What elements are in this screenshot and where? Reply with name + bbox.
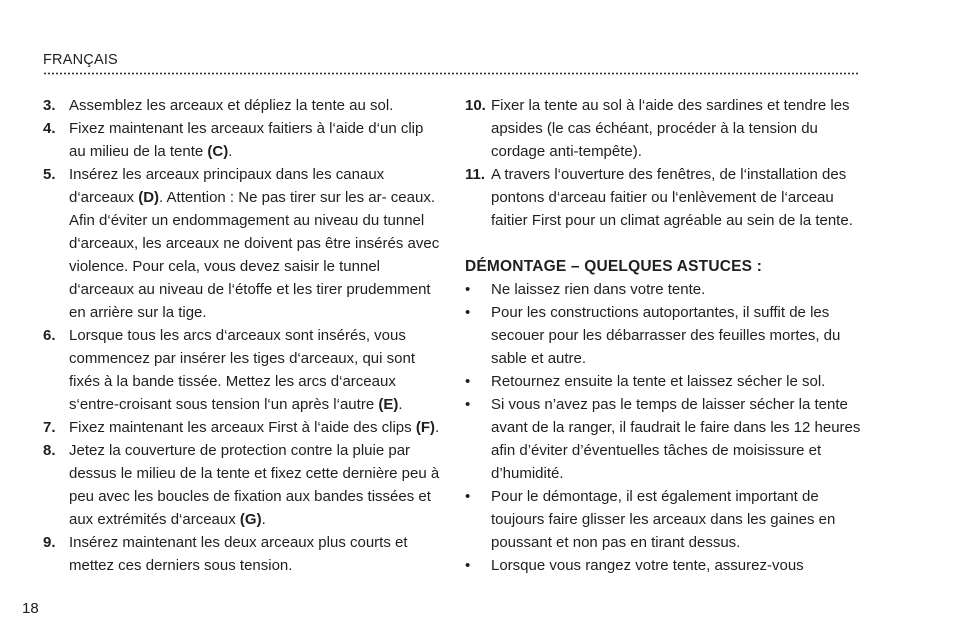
tip-item [465, 485, 865, 554]
step-text-tail: . [261, 511, 266, 528]
tip-text: Lorsque vous rangez votre tente, assurez-vous [491, 557, 804, 574]
step-number: 7. [43, 419, 56, 436]
tip-text: Retournez ensuite la tente et laissez sécher le sol. [491, 373, 826, 390]
dotted-divider [43, 72, 859, 75]
step-7 [43, 416, 443, 439]
step-number: 6. [43, 327, 56, 344]
step-number: 11. [465, 166, 486, 183]
bullet-icon: • [465, 373, 471, 390]
figure-ref: (C) [207, 143, 229, 160]
page-number: 18 [22, 600, 39, 617]
step-text: A travers l‘ouverture des fenêtres, de l‘installation des pontons d‘arceau faitier ou l‘enlèvement de l‘arceau faitier First pour un climat agréable au sein de la tente. [491, 166, 853, 229]
step-number: 4. [43, 120, 56, 137]
right-column [465, 94, 865, 577]
step-4 [43, 117, 443, 163]
step-text: Jetez la couverture de protection contre la pluie par dessus le milieu de la tente et fixez cette dernière peu à peu avec les boucles de fixation aux bandes tissées et aux extrémités d‘arceaux [69, 442, 440, 528]
step-number: 3. [43, 97, 56, 114]
step-8 [43, 439, 443, 531]
bullet-icon: • [465, 281, 471, 298]
step-number: 10. [465, 97, 486, 114]
tip-text: Pour le démontage, il est également important de toujours faire glisser les arceaux dans les gaines en poussant et non pas en tirant dessus. [491, 488, 836, 551]
step-number: 9. [43, 534, 56, 551]
step-text: Insérez les arceaux principaux dans les canaux d‘arceaux [69, 166, 385, 206]
step-text: Insérez maintenant les deux arceaux plus courts et mettez ces derniers sous tension. [69, 534, 408, 574]
bullet-icon: • [465, 396, 471, 413]
step-5 [43, 163, 443, 324]
step-text-tail: . [398, 396, 403, 413]
step-number: 8. [43, 442, 56, 459]
bullet-icon: • [465, 557, 471, 574]
section-heading: DÉMONTAGE – QUELQUES ASTUCES : [465, 258, 763, 275]
figure-ref: (E) [378, 396, 399, 413]
tip-text: Pour les constructions autoportantes, il suffit de les secouer pour les débarrasser des feuilles mortes, du sable et autre. [491, 304, 841, 367]
tip-item [465, 301, 865, 370]
tip-item [465, 554, 865, 577]
figure-ref: (G) [239, 511, 262, 528]
step-text: Fixez maintenant les arceaux First à l‘aide des clips [69, 419, 416, 436]
step-text: Fixer la tente au sol à l‘aide des sardines et tendre les apsides (le cas échéant, procéder à la tension du cordage anti-tempête). [491, 97, 850, 160]
step-10 [465, 94, 865, 163]
step-9 [43, 531, 443, 577]
bullet-icon: • [465, 488, 471, 505]
figure-ref: (F) [415, 419, 435, 436]
step-6 [43, 324, 443, 416]
step-text: Assemblez les arceaux et dépliez la tente au sol. [69, 97, 394, 114]
step-number: 5. [43, 166, 56, 183]
step-text-tail: . [434, 419, 440, 436]
tip-item [465, 278, 865, 301]
bullet-icon: • [465, 304, 471, 321]
step-text-tail: . [228, 143, 233, 160]
language-header: FRANÇAIS [43, 52, 118, 68]
step-3 [43, 94, 443, 117]
tip-text: Si vous n’avez pas le temps de laisser sécher la tente avant de la ranger, il faudrait le faire dans les 12 heures afin d’éviter d’éventuelles tâches de moisissure et d’humidité. [491, 396, 861, 482]
step-text-tail: . Attention : Ne pas tirer sur les ar- ceaux. Afin d‘éviter un endommagement au niveau du tunnel d‘arceaux, les arceaux ne doivent pas être insérés avec violence. Pour cela, vous devez saisir le tunnel d‘arceaux au niveau de l‘étoffe et les tirer prudemment en arrière sur la tige. [69, 189, 440, 321]
figure-ref: (D) [138, 189, 160, 206]
tip-text: Ne laissez rien dans votre tente. [491, 281, 706, 298]
step-text: Fixez maintenant les arceaux faitiers à l‘aide d‘un clip au milieu de la tente [69, 120, 424, 160]
tip-item [465, 393, 865, 485]
step-text: Lorsque tous les arcs d‘arceaux sont insérés, vous commencez par insérer les tiges d‘arceaux, qui sont fixés à la bande tissée. Mettez les arcs d‘arceaux s‘entre-croisant sous tension l‘un après l‘autre [69, 327, 415, 413]
step-11 [465, 163, 865, 232]
tip-item [465, 370, 865, 393]
left-column [43, 94, 443, 577]
